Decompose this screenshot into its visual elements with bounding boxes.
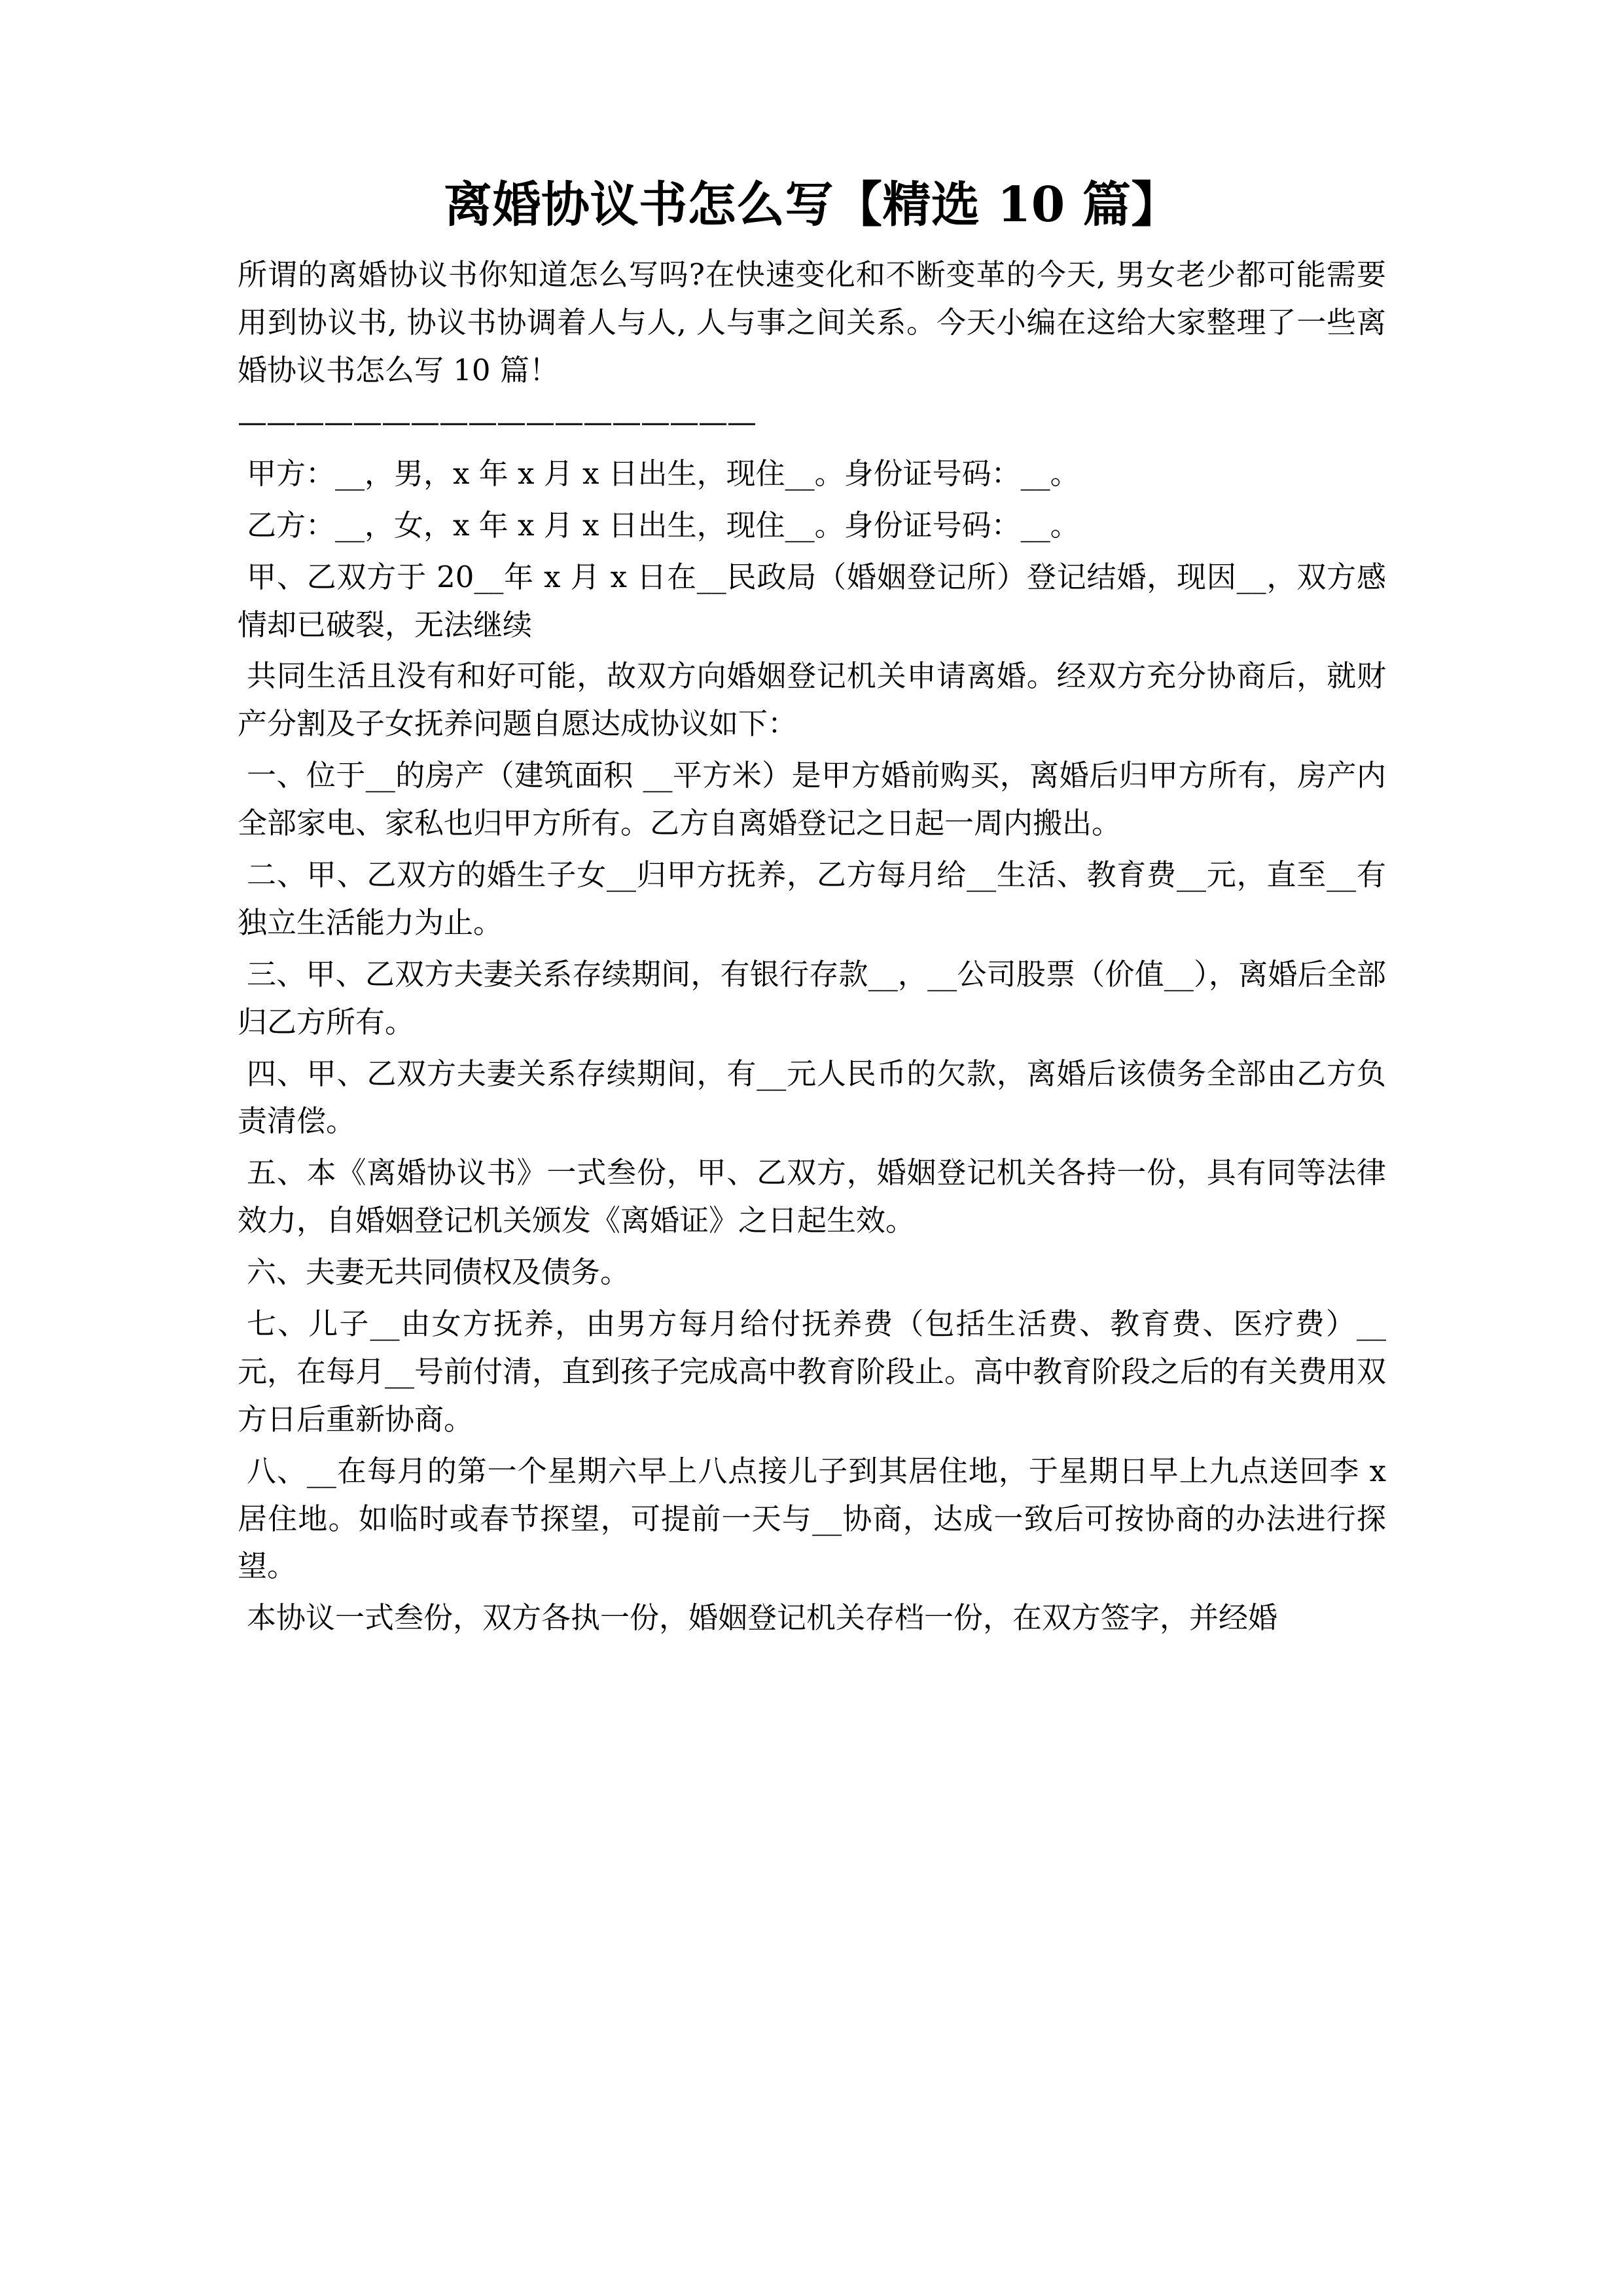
marriage-registration-paragraph: 甲、乙双方于 20__年 x 月 x 日在__民政局（婚姻登记所）登记结婚，现因__，双方感情却已破裂，无法继续 [238,559,1386,642]
clause-item-8: 八、__在每月的第一个星期六早上八点接儿子到其居住地，于星期日早上九点送回李 x 居住地。如临时或春节探望，可提前一天与__协商，达成一致后可按协商的办法进行探望。 [238,1453,1386,1584]
clause-item-2: 二、甲、乙双方的婚生子女__归甲方抚养，乙方每月给__生活、教育费__元，直至__有独立生活能力为止。 [238,857,1386,940]
clause-item-4: 四、甲、乙双方夫妻关系存续期间，有__元人民币的欠款，离婚后该债务全部由乙方负责清偿。 [238,1056,1386,1139]
page-title: 离婚协议书怎么写【精选 10 篇】 [443,177,1180,233]
party-b-line: 乙方：__，女，x 年 x 月 x 日出生，现住__。身份证号码：__。 [247,507,1080,543]
party-a-line: 甲方：__，男，x 年 x 月 x 日出生，现住__。身份证号码：__。 [247,456,1080,491]
document-content [238,175,1386,1646]
clause-item-7: 七、儿子__由女方抚养，由男方每月给付抚养费（包括生活费、教育费、医疗费）__元，在每月__号前付清，直到孩子完成高中教育阶段止。高中教育阶段之后的有关费用双方日后重新协商。 [238,1306,1387,1437]
clause-item-6: 六、夫妻无共同债权及债务。 [247,1255,630,1290]
clause-item-5: 五、本《离婚协议书》一式叁份，甲、乙双方，婚姻登记机关各持一份，具有同等法律效力，自婚姻登记机关颁发《离婚证》之日起生效。 [238,1155,1386,1238]
intro-paragraph: 所谓的离婚协议书你知道怎么写吗?在快速变化和不断变革的今天, 男女老少都可能需要用到协议书, 协议书协调着人与人, 人与事之间关系。今天小编在这给大家整理了一些离婚协议书怎么写 10 篇！ [238,257,1386,388]
section-divider: —————————————————— [238,404,756,439]
closing-paragraph: 本协议一式叁份，双方各执一份，婚姻登记机关存档一份，在双方签字，并经婚 [247,1600,1278,1636]
clause-item-1: 一、位于__的房产（建筑面积 __平方米）是甲方婚前购买，离婚后归甲方所有，房产内全部家电、家私也归甲方所有。乙方自离婚登记之日起一周内搬出。 [238,758,1386,841]
clause-item-3: 三、甲、乙双方夫妻关系存续期间，有银行存款__，__公司股票（价值__），离婚后全部归乙方所有。 [238,956,1386,1039]
agreement-preamble-paragraph: 共同生活且没有和好可能，故双方向婚姻登记机关申请离婚。经双方充分协商后，就财产分割及子女抚养问题自愿达成协议如下： [238,658,1386,742]
